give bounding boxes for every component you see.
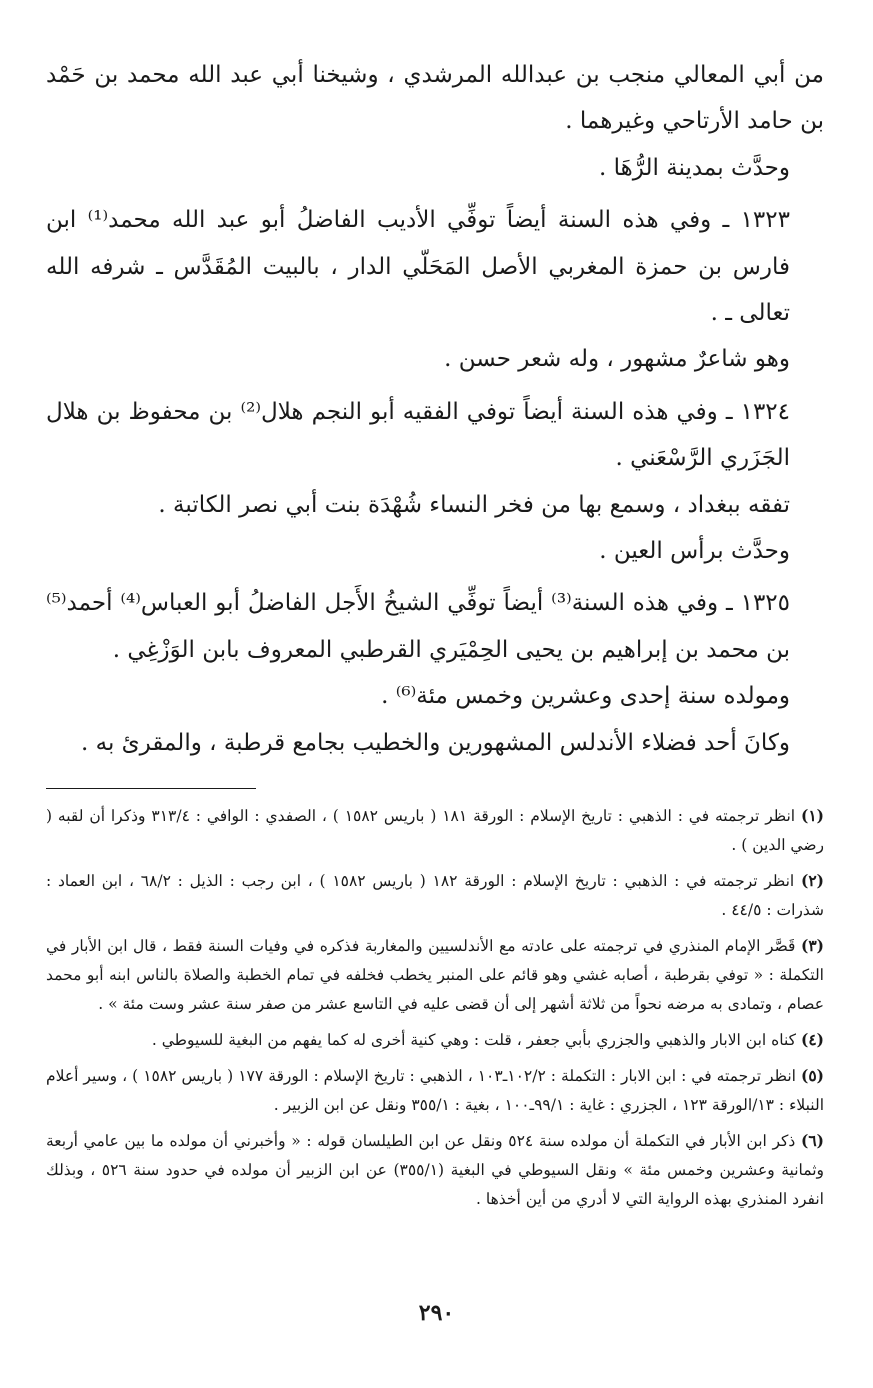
footnote-1 <box>46 801 824 860</box>
footnote-number: (٥) <box>800 1066 824 1086</box>
footnote-number: (٣) <box>800 936 824 956</box>
entry-1325: ١٣٢٥ ـ وفي هذه السنة⁽³⁾ أيضاً توفِّي الشيخُ الأَجل الفاضلُ أبو العباس⁽⁴⁾ أحمد⁽⁵⁾ بن محمد بن إبراهيم بن يحيى الحِمْيَري القرطبي المعروف بابن الوَزْغِي . <box>46 590 791 663</box>
page-number: ٢٩٠ <box>418 1300 455 1326</box>
footnote-text: انظر ترجمته في : ابن الابار : التكملة : ١٠٢/٢ـ١٠٣ ، الذهبي : تاريخ الإسلام : الورقة ١٧٧ ( باريس ١٥٨٢ ) ، وسير أعلام النبلاء : ١٣/الورقة ١٢٣ ، الجزري : غاية : ٩٩/١ـ١٠٠ ، بغية : ٣٥٥/١ ونقل عن ابن الزبير . <box>46 1067 824 1115</box>
entry-1324: ١٣٢٤ ـ وفي هذه السنة أيضاً توفي الفقيه أبو النجم هلال⁽²⁾ بن محفوظ بن هلال الجَزَري الرَّسْعَني . <box>46 398 791 472</box>
paragraph-1: من أبي المعالي منجب بن عبدالله المرشدي ، وشيخنا أبي عبد الله محمد بن حَمْد بن حامد الأرتاحي وغيرهما . <box>46 62 824 135</box>
footnote-text: كناه ابن الابار والذهبي والجزري بأبي جعفر ، قلت : وهي كنية أخرى له كما يفهم من البغية للسيوطي . <box>151 1031 797 1050</box>
footnote-text: قَصَّر الإمام المنذري في ترجمته على عادته مع الأندلسيين والمغاربة فذكره في وفيات السنة فقط ، قال ابن الأبار في التكملة : « توفي بقرطبة ، أصابه غشي وهو قائم على المنبر يخطب فخلفه في تمام الخطبة والصلاة بالناس ابنه أبو محمد عصام ، وتمادى به مرضه نحواً من ثلاثة أشهر إلى أن قضى عليه في التاسع عشر من صفر سنة عشر وست مئة » . <box>46 937 824 1014</box>
footnote-divider <box>46 788 256 789</box>
paragraph-6: تفقه ببغداد ، وسمع بها من فخر النساء شُهْدَة بنت أبي نصر الكاتبة . <box>158 491 790 518</box>
footnote-text: انظر ترجمته في : الذهبي : تاريخ الإسلام : الورقة ١٨١ ( باريس ١٥٨٢ ) ، الصفدي : الوافي : ٣١٣/٤ وذكرا أن لقبه ( رضي الدين ) . <box>46 807 824 855</box>
book-page <box>46 52 824 1220</box>
footnote-number: (٦) <box>800 1131 824 1151</box>
footnote-number: (١) <box>801 806 825 826</box>
footnote-4 <box>46 1025 824 1055</box>
paragraph-10: وكانَ أحد فضلاء الأندلس المشهورين والخطيب بجامع قرطبة ، والمقرئ به . <box>81 729 790 756</box>
footnote-6 <box>46 1126 824 1214</box>
paragraph-9: ومولده سنة إحدى وعشرين وخمس مئة⁽⁶⁾ . <box>381 683 790 710</box>
footnote-2 <box>46 866 824 925</box>
footnotes <box>46 801 824 1214</box>
paragraph-7: وحدَّث برأس العين . <box>599 538 790 565</box>
footnote-number: (٤) <box>800 1030 824 1050</box>
footnote-text: انظر ترجمته في : الذهبي : تاريخ الإسلام : الورقة ١٨٢ ( باريس ١٥٨٢ ) ، ابن رجب : الذيل : ٦٨/٢ ، ابن العماد : شذرات : ٤٤/٥ . <box>46 872 824 920</box>
entry-1323: ١٣٢٣ ـ وفي هذه السنة أيضاً توفِّي الأديب الفاضلُ أبو عبد الله محمد⁽¹⁾ ابن فارس بن حمزة المغربي الأصل المَحَلّي الدار ، بالبيت المُقَدَّس ـ شرفه الله تعالى ـ . <box>46 207 790 327</box>
paragraph-2: وحدَّث بمدينة الرُّهَا . <box>599 154 790 181</box>
footnote-5 <box>46 1061 824 1120</box>
footnote-3 <box>46 931 824 1019</box>
footnote-text: ذكر ابن الأبار في التكملة أن مولده سنة ٥٢٤ ونقل عن ابن الطيلسان قوله : « وأخبرني أن مولده ما بين عامي أربعة وثمانية وعشرين وخمس مئة » ونقل السيوطي في البغية (٣٥٥/١) عن ابن الزبير أن مولده في حدود سنة ٥٢٦ ، وبذلك انفرد المنذري بهذه الرواية التي لا أدري من أين أخذها . <box>46 1132 825 1209</box>
main-text <box>46 52 824 766</box>
paragraph-4: وهو شاعرٌ مشهور ، وله شعر حسن . <box>444 346 790 373</box>
footnote-number: (٢) <box>800 871 824 891</box>
